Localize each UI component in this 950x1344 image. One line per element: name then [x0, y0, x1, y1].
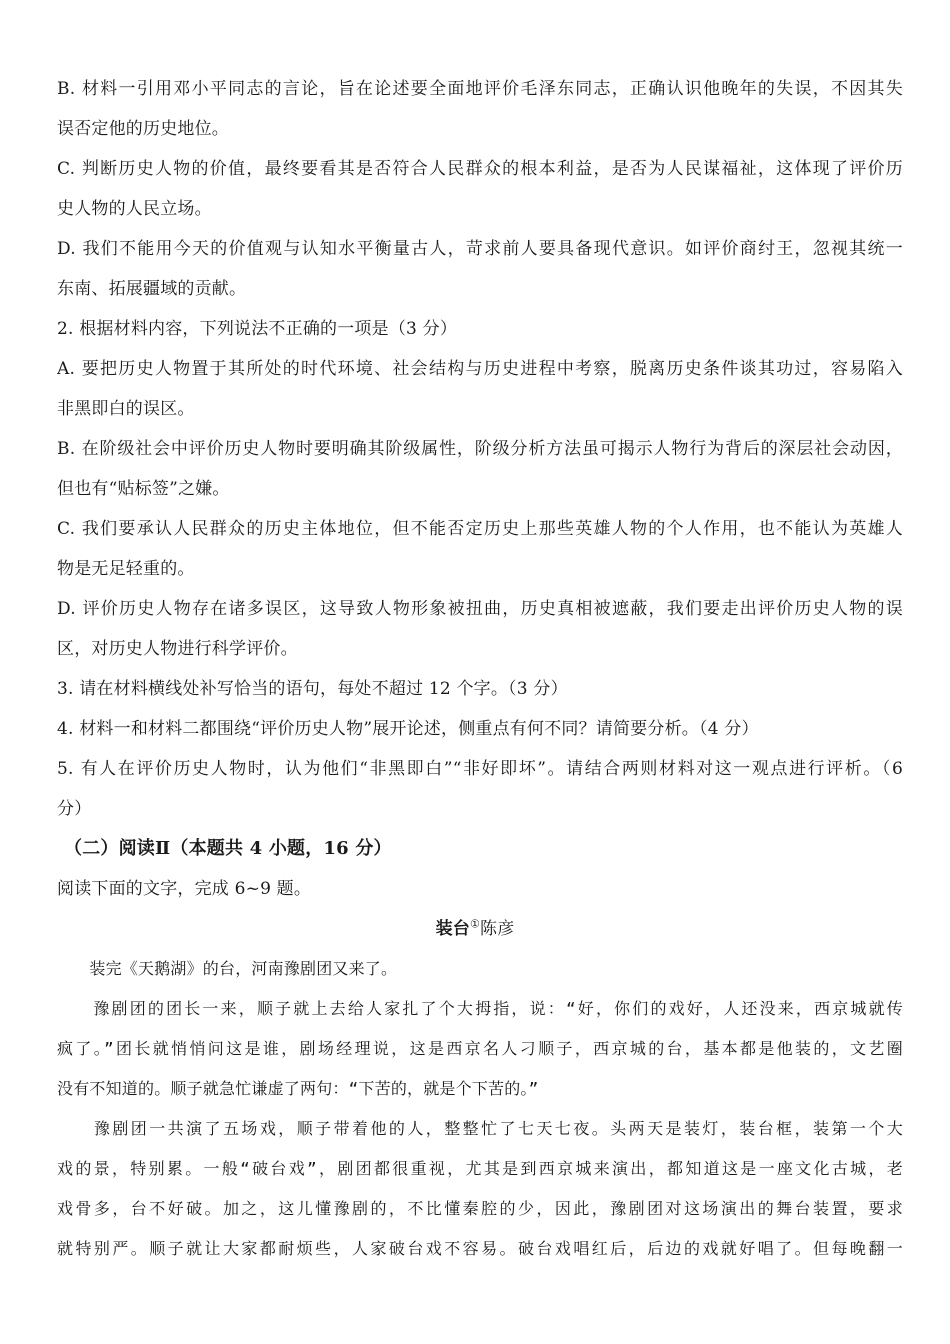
q5-line1: 5. 有人在评价历史人物时，认为他们“非黑即白”“非好即坏”。请结合两则材料对这一观点进行评析。（6	[57, 759, 903, 779]
q5-line2: 分）	[57, 799, 92, 819]
q2-option-d-line1: D. 评价历史人物存在诸多误区，这导致人物形象被扭曲，历史真相被遮蔽，我们要走出评价历史人物的误	[57, 599, 903, 619]
story-title-text: 装台	[435, 919, 470, 939]
q2-option-d-line2: 区，对历史人物进行科学评价。	[57, 639, 298, 659]
q2-option-a-line1: A. 要把历史人物置于其所处的时代环境、社会结构与历史进程中考察，脱离历史条件谈其功过，容易陷入	[57, 359, 903, 379]
q1-option-d-line1: D. 我们不能用今天的价值观与认知水平衡量古人，苛求前人要具备现代意识。如评价商纣王，忽视其统一	[57, 239, 903, 259]
q1-option-d-line2: 东南、拓展疆域的贡献。	[57, 279, 247, 299]
section-instruction: 阅读下面的文字，完成 6~9 题。	[57, 879, 312, 899]
q2-option-c-line2: 物是无足轻重的。	[57, 559, 195, 579]
story-paragraph-2-line2: 疯了。”团长就悄悄问这是谁，剧场经理说，这是西京名人刁顺子，西京城的台，基本都是他装的，文艺圈	[57, 1039, 903, 1058]
q1-option-b-line1: B. 材料一引用邓小平同志的言论，旨在论述要全面地评价毛泽东同志，正确认识他晚年的失误，不因其失	[57, 79, 903, 99]
story-paragraph-3-line4: 就特别严。顺子就让大家都耐烦些，人家破台戏不容易。破台戏唱红后，后边的戏就好唱了。但每晚翻一	[57, 1239, 903, 1258]
section-heading: （二）阅读Ⅱ（本题共 4 小题，16 分）	[64, 838, 392, 859]
story-paragraph-3-line1: 豫剧团一共演了五场戏，顺子带着他的人，整整忙了七天七夜。头两天是装灯，装台框，装第一个大	[57, 1119, 903, 1138]
q3-text: 3. 请在材料横线处补写恰当的语句，每处不超过 12 个字。（3 分）	[57, 679, 568, 699]
q4-text: 4. 材料一和材料二都围绕“评价历史人物”展开论述，侧重点有何不同？请简要分析。（4 分）	[57, 719, 759, 739]
story-paragraph-3-line2: 戏的景，特别累。一般“破台戏”，剧团都很重视，尤其是到西京城来演出，都知道这是一座文化古城，老	[57, 1159, 903, 1178]
story-paragraph-3-line3: 戏骨多，台不好破。加之，这儿懂豫剧的，不比懂秦腔的少，因此，豫剧团对这场演出的舞台装置，要求	[57, 1199, 903, 1218]
story-author: 陈彦	[480, 919, 515, 939]
q1-option-c-line2: 史人物的人民立场。	[57, 199, 212, 219]
q2-option-c-line1: C. 我们要承认人民群众的历史主体地位，但不能否定历史上那些英雄人物的个人作用，也不能认为英雄人	[57, 519, 903, 539]
story-paragraph-2-line3: 没有不知道的。顺子就急忙谦虚了两句：“下苦的，就是个下苦的。”	[57, 1079, 539, 1098]
story-title	[0, 916, 950, 942]
story-paragraph-1: 装完《天鹅湖》的台，河南豫剧团又来了。	[57, 959, 398, 978]
footnote-marker: ①	[469, 917, 481, 931]
q1-option-b-line2: 误否定他的历史地位。	[57, 119, 229, 139]
q2-stem: 2. 根据材料内容，下列说法不正确的一项是（3 分）	[57, 319, 458, 339]
q2-option-b-line2: 但也有“贴标签”之嫌。	[57, 479, 230, 499]
q1-option-c-line1: C. 判断历史人物的价值，最终要看其是否符合人民群众的根本利益，是否为人民谋福祉，这体现了评价历	[57, 159, 903, 179]
story-paragraph-2-line1: 豫剧团的团长一来，顺子就上去给人家扎了个大拇指，说：“好，你们的戏好，人还没来，西京城就传	[57, 999, 903, 1018]
q2-option-a-line2: 非黑即白的误区。	[57, 399, 195, 419]
q2-option-b-line1: B. 在阶级社会中评价历史人物时要明确其阶级属性，阶级分析方法虽可揭示人物行为背后的深层社会动因，	[57, 439, 903, 459]
